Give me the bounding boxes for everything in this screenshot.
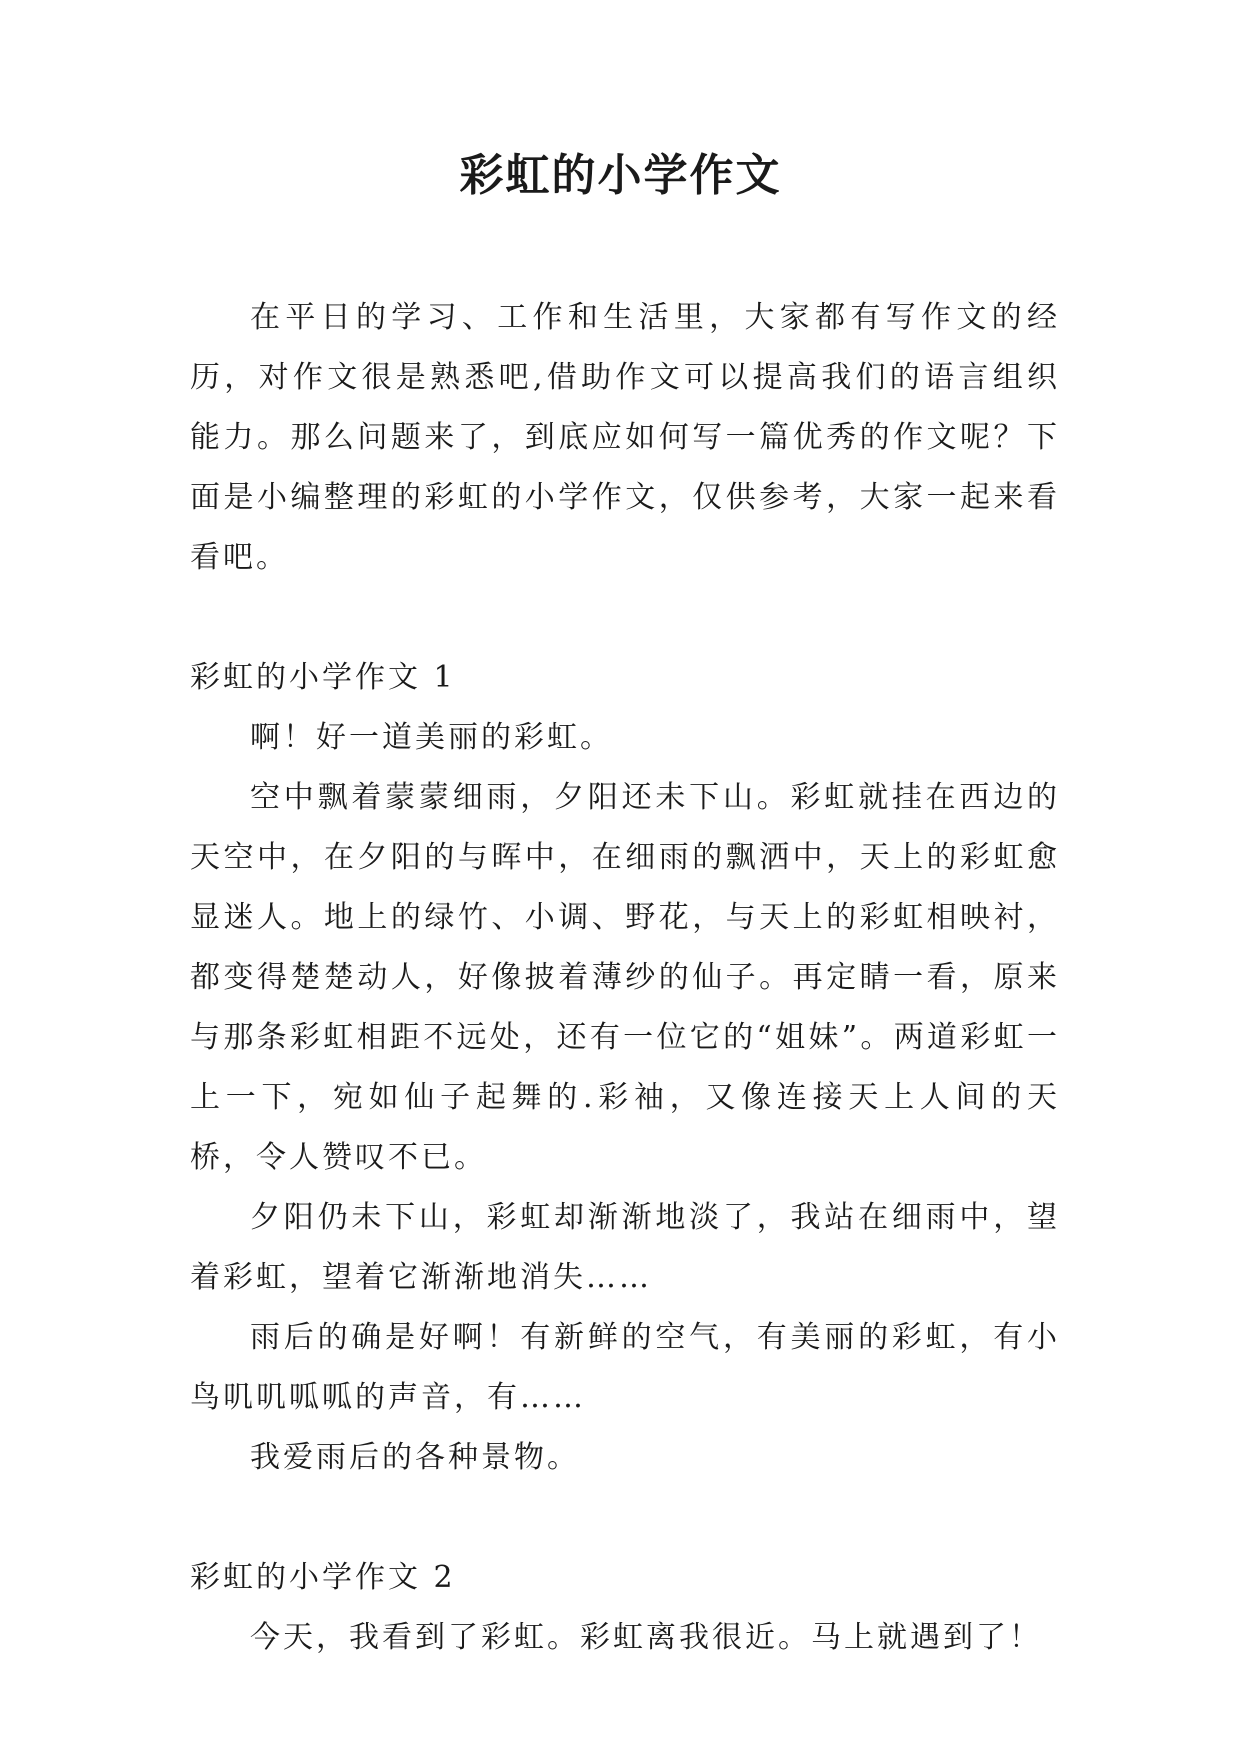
document-title: 彩虹的小学作文: [459, 150, 782, 201]
paragraph: 啊！好一道美丽的彩虹。: [250, 720, 613, 755]
paragraph: 夕阳仍未下山，彩虹却渐渐地淡了，我站在细雨中，望着彩虹，望着它渐渐地消失……: [190, 1200, 1060, 1295]
essay-section-2: [190, 1548, 1060, 1668]
essay-section-1: [190, 648, 1060, 1488]
section-heading: 彩虹的小学作文 2: [190, 1560, 456, 1595]
paragraph: 雨后的确是好啊！有新鲜的空气，有美丽的彩虹，有小鸟叽叽呱呱的声音，有……: [190, 1320, 1060, 1415]
section-spacer: [190, 588, 1060, 648]
document-body: [190, 288, 1060, 1668]
paragraph: 我爱雨后的各种景物。: [250, 1440, 580, 1475]
intro-paragraph: 在平日的学习、工作和生活里，大家都有写作文的经历，对作文很是熟悉吧,借助作文可以提高我们的语言组织能力。那么问题来了，到底应如何写一篇优秀的作文呢？下面是小编整理的彩虹的小学作文，仅供参考，大家一起来看看吧。: [190, 300, 1060, 575]
paragraph: 空中飘着蒙蒙细雨，夕阳还未下山。彩虹就挂在西边的天空中，在夕阳的与晖中，在细雨的飘洒中，天上的彩虹愈显迷人。地上的绿竹、小调、野花，与天上的彩虹相映衬，都变得楚楚动人，好像披着薄纱的仙子。再定睛一看，原来与那条彩虹相距不远处，还有一位它的“姐妹”。两道彩虹一上一下，宛如仙子起舞的.彩袖，又像连接天上人间的天桥，令人赞叹不已。: [190, 780, 1060, 1175]
section-spacer: [190, 1488, 1060, 1548]
paragraph: 今天，我看到了彩虹。彩虹离我很近。马上就遇到了！: [250, 1620, 1042, 1655]
section-heading: 彩虹的小学作文 1: [190, 660, 456, 695]
